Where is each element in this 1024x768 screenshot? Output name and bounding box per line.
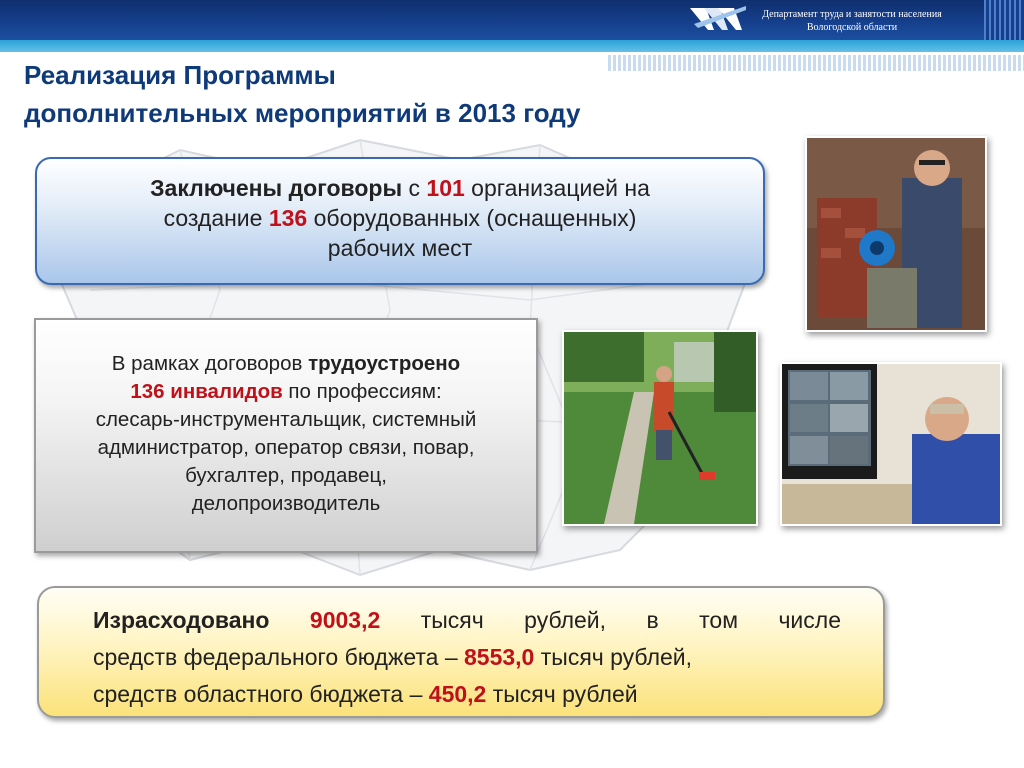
contracts-box [35, 157, 765, 285]
worker-machine-illustration [807, 138, 985, 330]
organizations-count: 101 [426, 175, 465, 201]
slide-title-line-2: дополнительных мероприятий в 2013 году [24, 98, 581, 128]
regional-budget-amount: 450,2 [428, 681, 487, 707]
slide-title [24, 56, 704, 132]
photo-grass-trimming [562, 330, 758, 526]
photo-worker-machine [805, 136, 987, 332]
grass-trimming-illustration [564, 332, 756, 524]
contracts-text-1: с [402, 175, 427, 201]
contracts-line-2 [37, 203, 763, 233]
contracts-text-4: оборудованных (оснащенных) [307, 205, 637, 231]
spending-text-1: тысяч рублей, в том числе [420, 607, 841, 633]
spending-text-5: тысяч рублей [486, 681, 638, 707]
contracts-line-1 [37, 173, 763, 203]
spending-text-3: тысяч рублей, [534, 644, 693, 670]
contracts-text-2: организацией на [464, 175, 650, 201]
total-spent: 9003,2 [309, 607, 381, 633]
employment-line-2 [36, 378, 536, 406]
employment-line-6: делопроизводитель [191, 492, 381, 515]
spending-line-1 [93, 602, 841, 639]
spending-text-4: средств областного бюджета – [93, 681, 429, 707]
spending-box [37, 586, 885, 718]
disabled-employed-count: 136 инвалидов [130, 380, 283, 403]
employment-keyword: трудоустроено [308, 352, 461, 375]
cyan-band [0, 40, 1024, 52]
employment-line-5: бухгалтер, продавец, [185, 464, 387, 487]
employment-line-1 [36, 350, 536, 378]
employment-line-4: администратор, оператор связи, повар, [97, 436, 475, 459]
employment-line-3: слесарь-инструментальщик, системный [95, 408, 477, 431]
spending-line-3 [93, 676, 841, 713]
federal-budget-amount: 8553,0 [464, 644, 535, 670]
department-name [752, 8, 952, 34]
slide-title-line-1: Реализация Программы [24, 60, 336, 90]
employment-box [34, 318, 538, 553]
contracts-lead: Заключены договоры [150, 175, 403, 201]
computer-operator-illustration [782, 364, 1000, 524]
jobs-count: 136 [268, 205, 308, 231]
contracts-line-3: рабочих мест [327, 235, 473, 261]
header-stripes [984, 0, 1024, 40]
employment-text-2: по профессиям: [282, 380, 442, 403]
department-line-2: Вологодской области [806, 22, 898, 33]
spending-line-2 [93, 639, 841, 676]
employment-text-1: В рамках договоров [111, 352, 309, 375]
department-logo [690, 4, 746, 34]
spending-text-2: средств федерального бюджета – [93, 644, 464, 670]
spending-lead: Израсходовано [93, 607, 270, 633]
department-line-1: Департамент труда и занятости населения [762, 9, 942, 20]
contracts-text-3: создание [163, 205, 269, 231]
photo-computer-operator [780, 362, 1002, 526]
